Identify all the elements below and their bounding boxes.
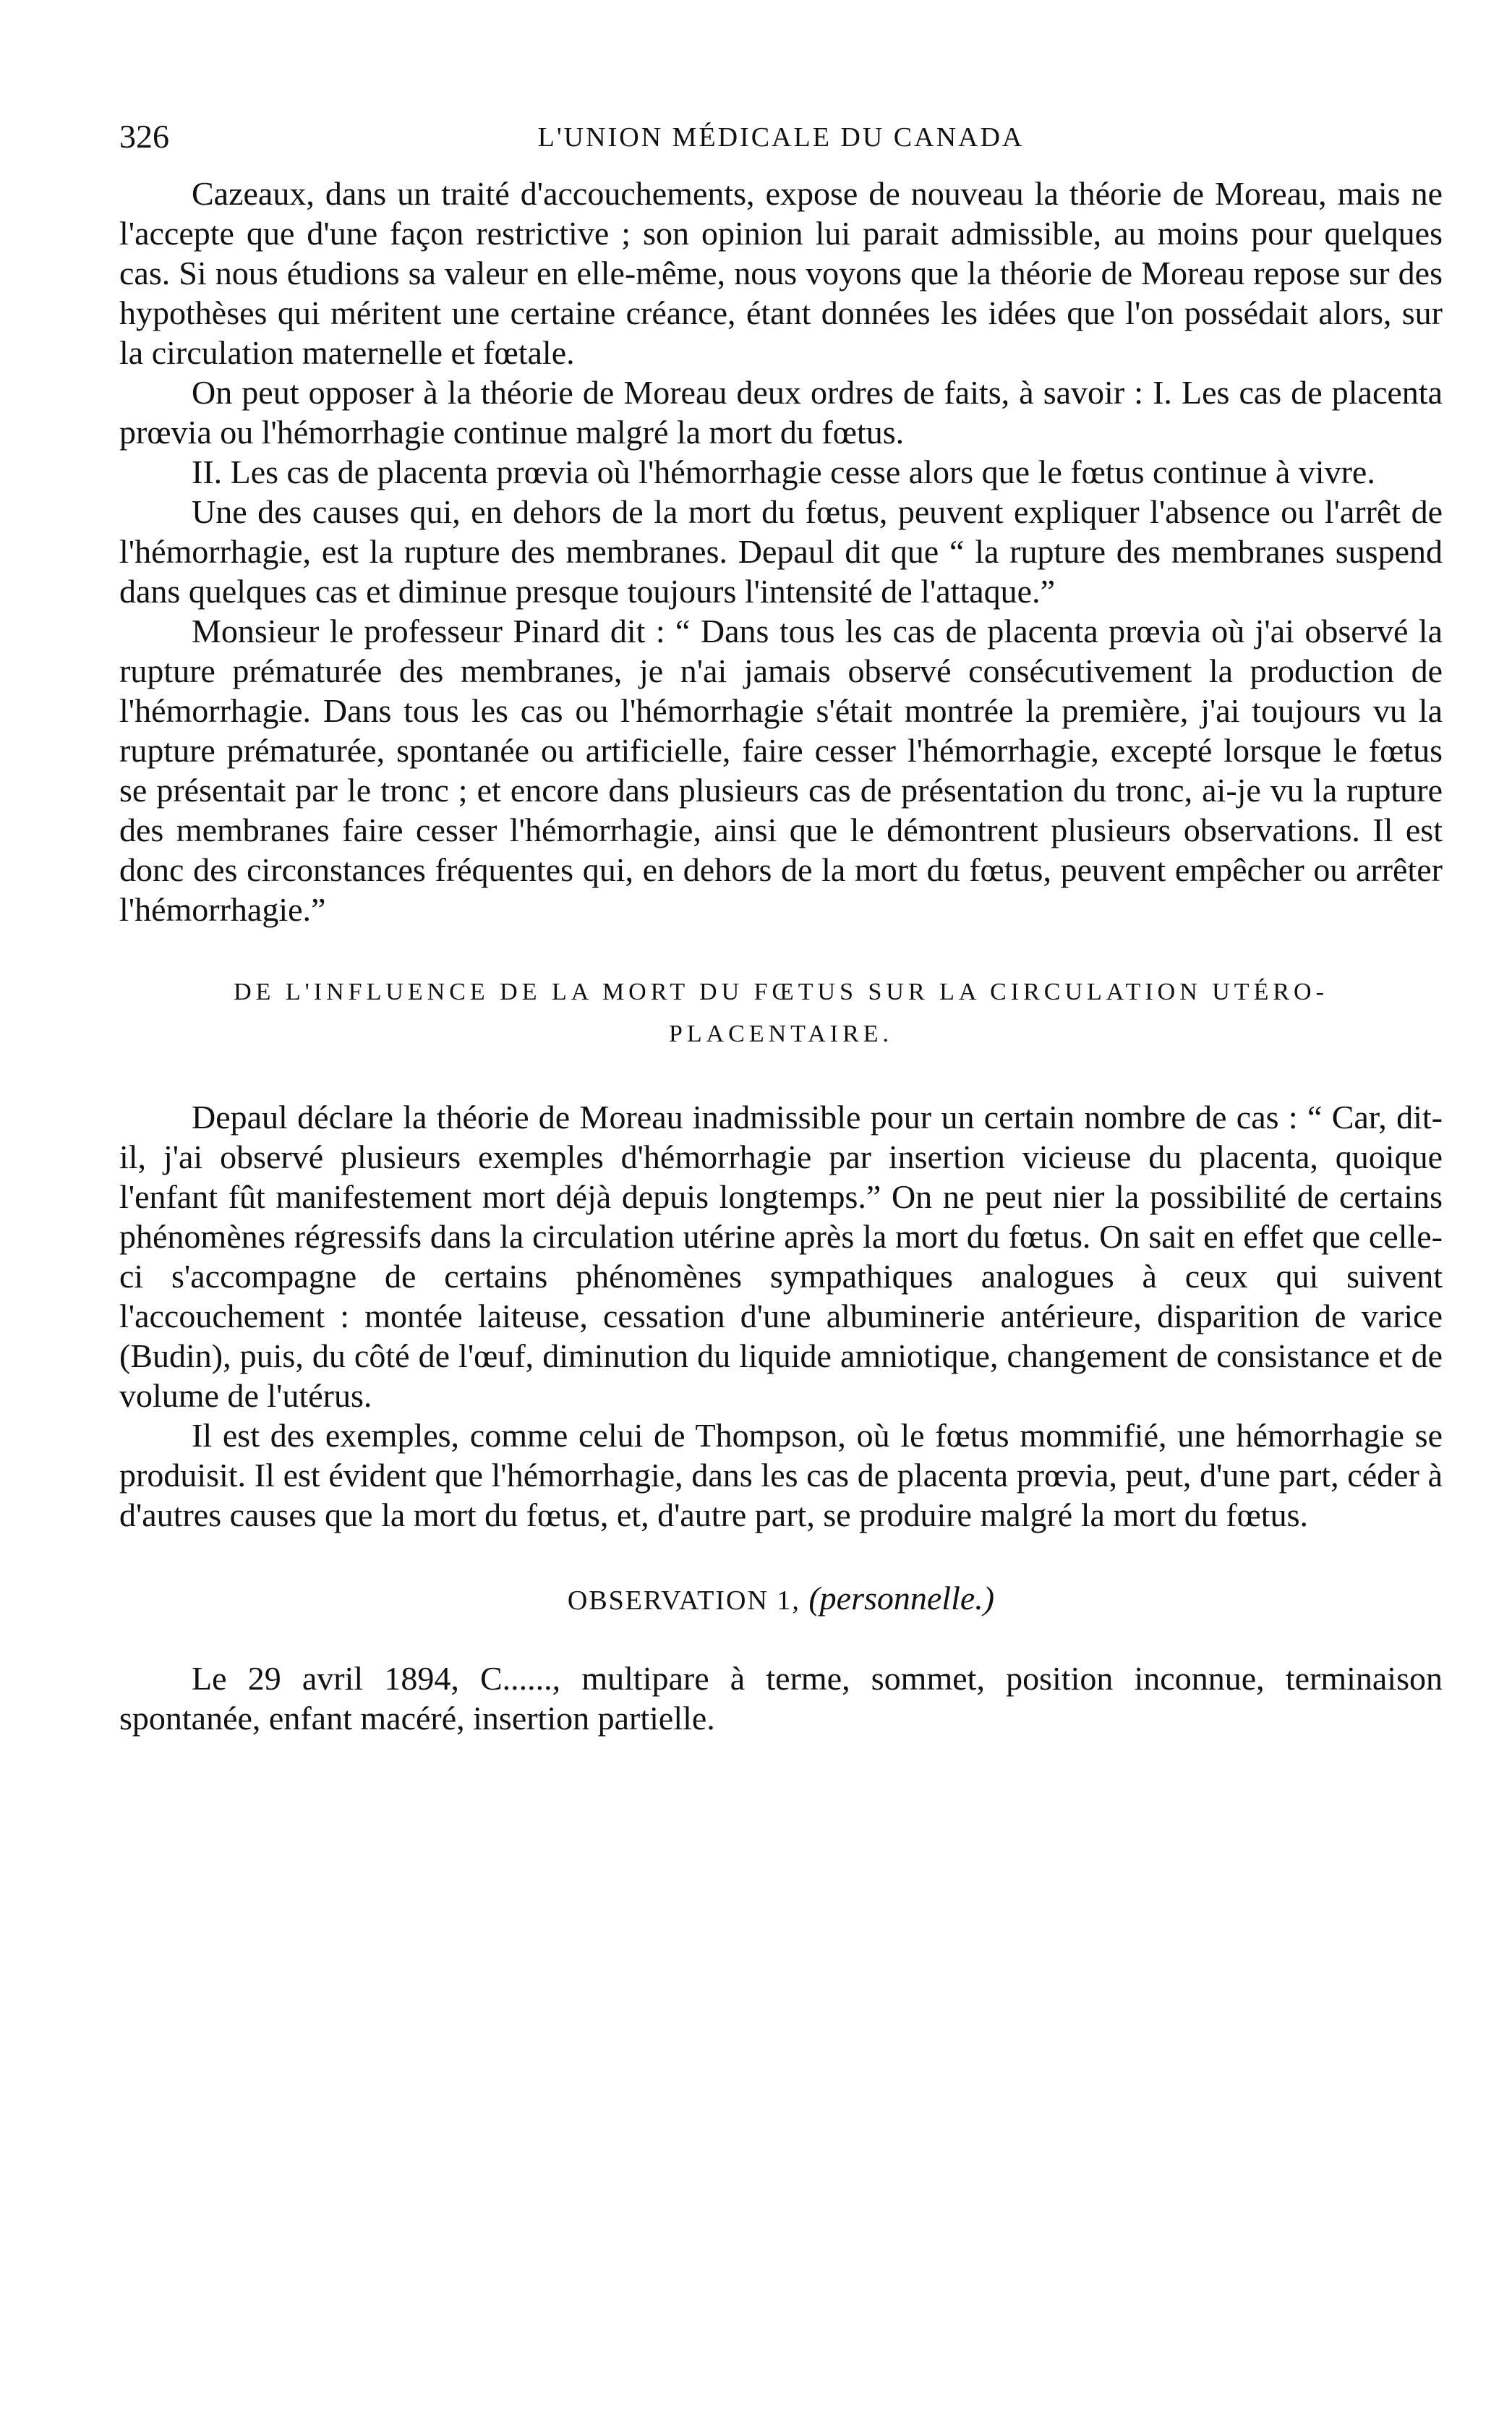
- page-number: 326: [119, 118, 169, 155]
- paragraph: Monsieur le professeur Pinard dit : “ Dans tous les cas de placenta prœvia où j'ai observé la rupture prématurée des membranes, je n'ai jamais observé consécutivement la production de l'hémorrhagie. Dans tous les cas ou l'hémorrhagie s'était montrée la première, j'ai toujours vu la rupture prématurée, spontanée ou artificielle, faire cesser l'hémorrhagie, excepté lorsque le fœtus se présentait par le tronc ; et encore dans plusieurs cas de présentation du tronc, ai-je vu la rupture des membranes faire cesser l'hémorrhagie, ainsi que le démontrent plusieurs observations. Il est donc des circonstances fréquentes qui, en dehors de la mort du fœtus, peuvent empêcher ou arrêter l'hémorrhagie.”: [119, 613, 1443, 928]
- paragraph: Une des causes qui, en dehors de la mort du fœtus, peuvent expliquer l'absence ou l'arrêt de l'hémorrhagie, est la rupture des membranes. Depaul dit que “ la rupture des membranes suspend dans quelques cas et diminue presque toujours l'intensité de l'attaque.”: [119, 493, 1443, 610]
- section-continuation: [119, 174, 1443, 929]
- section-heading: DE L'INFLUENCE DE LA MORT DU FŒTUS SUR LA CIRCULATION UTÉRO-PLACENTAIRE.: [234, 979, 1328, 1047]
- paragraph: On peut opposer à la théorie de Moreau deux ordres de faits, à savoir : I. Les cas de placenta prœvia ou l'hémorrhagie continue malgré la mort du fœtus.: [119, 374, 1443, 451]
- journal-title: L'UNION MÉDICALE DU CANADA: [537, 122, 1025, 153]
- paragraph: Il est des exemples, comme celui de Thompson, où le fœtus mommifié, une hémorrhagie se produisit. Il est évident que l'hémorrhagie, dans les cas de placenta prœvia, peut, d'une part, céder à d'autres causes que la mort du fœtus, et, d'autre part, se produire malgré la mort du fœtus.: [119, 1417, 1443, 1533]
- section-influence: [119, 1097, 1443, 1535]
- section-observation: [119, 1658, 1443, 1738]
- observation-heading: [119, 1577, 1443, 1622]
- observation-label: OBSERVATION 1,: [567, 1585, 800, 1616]
- running-head: [119, 108, 1443, 174]
- paragraph: Cazeaux, dans un traité d'accouchements, expose de nouveau la théorie de Moreau, mais ne l'accepte que d'une façon restrictive ; son opinion lui parait admissible, au moins pour quelques cas. Si nous étudions sa valeur en elle-même, nous voyons que la théorie de Moreau repose sur des hypothèses qui méritent une certaine créance, étant données les idées que l'on possédait alors, sur la circulation maternelle et fœtale.: [119, 175, 1443, 371]
- page: [119, 108, 1443, 1738]
- paragraph: II. Les cas de placenta prœvia où l'hémorrhagie cesse alors que le fœtus continue à vivre.: [192, 453, 1375, 490]
- paragraph: Depaul déclare la théorie de Moreau inadmissible pour un certain nombre de cas : “ Car, dit-il, j'ai observé plusieurs exemples d'hémorrhagie par insertion vicieuse du placenta, quoique l'enfant fût manifestement mort déjà depuis longtemps.” On ne peut nier la possibilité de certains phénomènes régressifs dans la circulation utérine après la mort du fœtus. On sait en effet que celle-ci s'accompagne de certains phénomènes sympathiques analogues à ceux qui suivent l'accouchement : montée laiteuse, cessation d'une albuminerie antérieure, disparition de varice (Budin), puis, du côté de l'œuf, diminution du liquide amniotique, changement de consistance et de volume de l'utérus.: [119, 1099, 1443, 1414]
- observation-note: (personnelle.): [808, 1580, 995, 1617]
- paragraph: Le 29 avril 1894, C......, multipare à terme, sommet, position inconnue, terminaison spontanée, enfant macéré, insertion partielle.: [119, 1660, 1443, 1737]
